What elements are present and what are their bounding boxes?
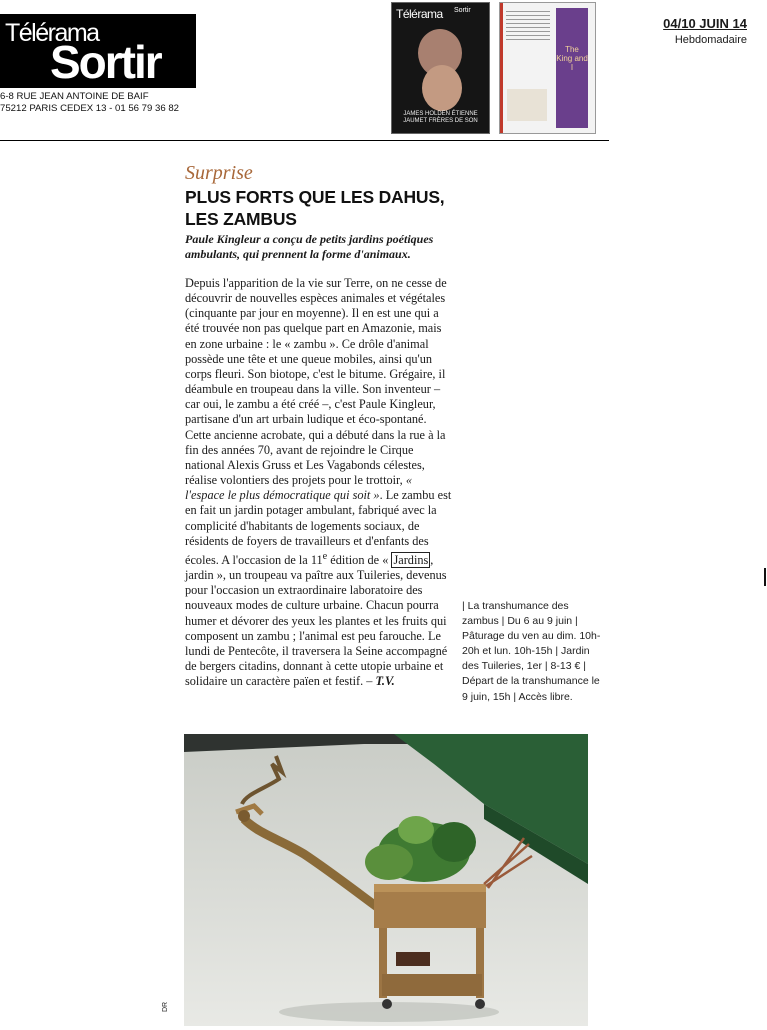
logo-line-telerama: Télérama — [5, 19, 99, 47]
logo-line-sortir: Sortir — [50, 36, 161, 88]
photo-credit: DR — [162, 1001, 169, 1012]
article-standfirst: Paule Kingleur a conçu de petits jardins poétiques ambulants, qui prennent la forme d'animaux. — [185, 232, 434, 261]
cover-caption: JAMES HOLDEN ÉTIENNE JAUMET FRÈRES DE SON — [403, 111, 478, 124]
body-text-1: Depuis l'apparition de la vie sur Terre, on ne cesse de découvrir de nouvelles espèces animales et végétales (cinquante par jour en moyenne). Il en est une qui a été trouvée non pas quelque part en Amazonie, mais en zone urbaine : le « zambu ». Ce drôle d'animal possède une tête et une queue mobiles, ainsi qu'un corps fleuri. Son biotope, c'est le bitume. Grégaire, il déambule en troupeau dans la ville. Son inventeur – car oui, le zambu a été créé –, c'est Paule Kingleur, partisane d'un art urbain ludique et éco-spontané. Cette ancienne acrobate, qui a débuté dans la rue à la fin des années 70, avant de rejoindre le Cirque national Alexis Gruss et Les Vagabonds célestes, réalise volontiers des projets pour le trottoir, — [185, 276, 447, 488]
body-text-2: . Le zambu est en fait un jardin potager ambulant, fabriqué avec la complicité d'habitants de logements sociaux, de résidents de foyers de travailleurs et d'enfants des écoles. A l'occasion de la 11 — [185, 488, 452, 567]
article-body — [185, 276, 453, 689]
cover-title: Télérama — [396, 7, 443, 21]
article-paragraph — [185, 276, 453, 689]
event-info-sidebar: | La transhumance des zambus | Du 6 au 9 juin | Pâturage du ven au dim. 10h-20h et lun. 10h-15h | Jardin des Tuileries, 1er | 8-13 € | Départ de la transhumance le 9 juin, 15h | Accès libre. — [462, 600, 601, 703]
issue-frequency: Hebdomadaire — [674, 34, 747, 46]
article-kicker: Surprise — [185, 162, 253, 184]
page-thumb-image — [507, 89, 547, 121]
body-text-4: , jardin », un troupeau va paître aux Tuileries, devenus pour l'occasion un extraordinaire laboratoire des nouveaux modes de culture urbaine. Chacun pourra humer et dévorer des yeux les plantes et les fruits qui composent un zambu ; l'animal est peu farouche. Le lundi de Pentecôte, il traversera la Seine accompagné de bergers citadins, donnant à cette utopie urbaine et solidaire un caractère païen et festif. – — [185, 552, 448, 689]
zambu-illustration — [184, 734, 588, 1026]
body-quote: « l'espace le plus démocratique qui soit » — [185, 473, 412, 503]
cover-portrait-bottom — [422, 65, 462, 111]
publisher-address — [0, 91, 179, 114]
article-photo-zambu — [184, 734, 588, 1026]
magazine-cover-thumbnail — [391, 2, 490, 134]
address-city-phone: 75212 PARIS CEDEX 13 - 01 56 79 36 82 — [0, 102, 180, 114]
page-thumb-accent — [500, 3, 503, 133]
telerama-sortir-logo — [0, 14, 196, 88]
page-thumb-poster-text: The King and I — [556, 45, 588, 72]
page-thumb-text-block — [506, 11, 550, 41]
cover-subtitle: Sortir — [454, 7, 471, 14]
address-street: 6-8 RUE JEAN ANTOINE DE BAIF — [0, 91, 149, 102]
body-superscript: e — [322, 550, 328, 562]
boxed-word-jardins: Jardins — [393, 552, 429, 567]
article-headline: PLUS FORTS QUE LES DAHUS, LES ZAMBUS — [185, 187, 445, 229]
page-thumbnail — [499, 2, 596, 134]
scan-edge-mark — [764, 568, 766, 586]
article-signature: T.V. — [375, 674, 395, 689]
body-text-3: édition de « — [327, 552, 392, 567]
issue-date: 04/10 JUIN 14 — [663, 16, 747, 31]
header-divider — [0, 140, 609, 141]
